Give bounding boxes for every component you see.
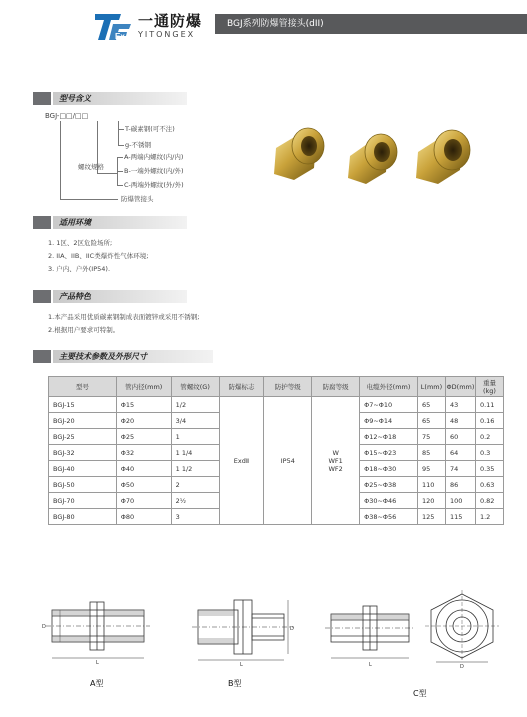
thread-spec-label: 螺纹规格: [78, 163, 104, 171]
table-cell: Φ40: [116, 461, 171, 477]
section-env-title: 适用环境: [59, 218, 91, 227]
dim-d-b: D: [290, 626, 294, 632]
col-header-thread: 管螺纹(G): [171, 377, 219, 397]
table-cell: 95: [418, 461, 446, 477]
section-model-title: 型号含义: [59, 94, 91, 103]
table-cell: 75: [418, 429, 446, 445]
table-cell: Φ7~Φ10: [360, 397, 418, 413]
table-cell: 0.35: [475, 461, 503, 477]
type-b: B-一端外螺纹(内/外): [124, 167, 184, 175]
type-a: A-两端内螺纹(内/内): [124, 153, 184, 161]
spec-header-row: [49, 377, 504, 397]
type-c: C-两端外螺纹(外/外): [124, 181, 184, 189]
table-cell: 2: [171, 477, 219, 493]
table-cell: BGJ-20: [49, 413, 117, 429]
env-item: 3. 户内、户外(IP54).: [48, 265, 111, 273]
col-header-ex-mark: 防爆标志: [219, 377, 264, 397]
brand-en: YITONGEX: [138, 30, 196, 39]
material-t: T-碳素钢(可不注): [125, 125, 175, 133]
section-features-title: 产品特色: [59, 292, 91, 301]
table-cell: Φ30~Φ46: [360, 493, 418, 509]
col-header-weight: 重量 (kg): [475, 377, 503, 397]
table-cell: 74: [445, 461, 475, 477]
table-cell: 2½: [171, 493, 219, 509]
table-cell: 85: [418, 445, 446, 461]
section-model-header: [33, 92, 187, 105]
section-spec-title: 主要技术参数及外形尺寸: [59, 352, 147, 361]
table-cell: 0.82: [475, 493, 503, 509]
table-cell: 3: [171, 509, 219, 525]
product-name: 防爆管接头: [121, 195, 154, 203]
feature-item: 1.本产品采用优质碳素钢制成表面镀锌或采用不锈钢;: [48, 313, 200, 321]
table-cell: Φ25~Φ38: [360, 477, 418, 493]
section-env-header: [33, 216, 187, 229]
col-header-cable-od: 电缆外径(mm): [360, 377, 418, 397]
model-code: BGJ-□□/□□: [45, 112, 89, 120]
anticorrosion-grade: WF2: [328, 464, 343, 473]
dim-d-a: D: [42, 624, 46, 630]
env-item: 2. IIA、IIB、IIC类爆炸性气体环境;: [48, 252, 149, 260]
table-cell: 100: [445, 493, 475, 509]
table-cell: Φ9~Φ14: [360, 413, 418, 429]
dim-l-b: L: [240, 662, 243, 668]
table-cell: BGJ-80: [49, 509, 117, 525]
section-features-header: [33, 290, 187, 303]
table-cell: 125: [418, 509, 446, 525]
col-header-inner-dia: 管内径(mm): [116, 377, 171, 397]
table-cell: 48: [445, 413, 475, 429]
section-spec-header: [33, 350, 213, 363]
table-cell: 0.3: [475, 445, 503, 461]
brand-name: 一通防爆: [138, 12, 203, 30]
dim-d-c: D: [460, 664, 464, 668]
drawing-caption-b: B型: [228, 679, 242, 688]
fitting-photo-c: [416, 130, 470, 184]
col-header-l: L(mm): [418, 377, 446, 397]
col-header-model: 型号: [49, 377, 117, 397]
anticorrosion-cell: [312, 397, 360, 525]
table-cell: BGJ-15: [49, 397, 117, 413]
yitong-logo-icon: [93, 10, 133, 42]
ip-rating-cell: IP54: [264, 397, 312, 525]
table-cell: 1: [171, 429, 219, 445]
table-cell: 115: [445, 509, 475, 525]
col-header-anticorrosion: 防腐等级: [312, 377, 360, 397]
material-g: g-不锈钢: [125, 141, 151, 149]
drawing-caption-a: A型: [90, 679, 104, 688]
table-cell: Φ70: [116, 493, 171, 509]
dim-l-c: L: [369, 662, 372, 668]
env-item: 1. 1区、2区危险场所;: [48, 239, 113, 247]
table-cell: 65: [418, 397, 446, 413]
table-cell: Φ15~Φ23: [360, 445, 418, 461]
table-cell: 1/2: [171, 397, 219, 413]
anticorrosion-grade: WF1: [328, 456, 343, 465]
drawing-type-b: [190, 588, 300, 668]
ex-mark-cell: ExdⅡ: [219, 397, 264, 525]
table-cell: Φ15: [116, 397, 171, 413]
table-cell: 64: [445, 445, 475, 461]
table-cell: Φ20: [116, 413, 171, 429]
table-cell: 43: [445, 397, 475, 413]
table-cell: 1 1/4: [171, 445, 219, 461]
table-cell: 120: [418, 493, 446, 509]
table-cell: 0.16: [475, 413, 503, 429]
dim-l-a: L: [96, 660, 99, 666]
drawing-type-a: [40, 588, 155, 668]
table-cell: 0.11: [475, 397, 503, 413]
table-cell: 65: [418, 413, 446, 429]
table-cell: Φ12~Φ18: [360, 429, 418, 445]
table-cell: 86: [445, 477, 475, 493]
fitting-photo-a: [274, 128, 324, 180]
drawing-caption-c: C型: [413, 689, 427, 698]
table-cell: BGJ-50: [49, 477, 117, 493]
table-cell: 60: [445, 429, 475, 445]
drawing-type-c-side: [325, 590, 415, 670]
table-cell: Φ32: [116, 445, 171, 461]
logo-ex-text: Ex: [115, 32, 125, 41]
table-cell: BGJ-70: [49, 493, 117, 509]
table-cell: Φ38~Φ56: [360, 509, 418, 525]
table-cell: 110: [418, 477, 446, 493]
table-cell: Φ50: [116, 477, 171, 493]
spec-table: [48, 376, 504, 525]
anticorrosion-grade: W: [332, 448, 339, 457]
col-header-ip: 防护等级: [264, 377, 312, 397]
table-cell: Φ25: [116, 429, 171, 445]
table-cell: 1 1/2: [171, 461, 219, 477]
product-photos: [268, 118, 483, 198]
col-header-d: ΦD(mm): [445, 377, 475, 397]
drawing-type-c-end: [425, 590, 500, 668]
fitting-photo-b: [348, 134, 397, 184]
table-cell: 0.63: [475, 477, 503, 493]
table-cell: 3/4: [171, 413, 219, 429]
table-cell: Φ80: [116, 509, 171, 525]
table-cell: BGJ-25: [49, 429, 117, 445]
table-row: [49, 397, 504, 413]
table-cell: 0.2: [475, 429, 503, 445]
table-cell: Φ18~Φ30: [360, 461, 418, 477]
page-title: BGJ系列防爆管接头(dII): [215, 14, 527, 34]
table-cell: BGJ-40: [49, 461, 117, 477]
feature-item: 2.根据用户要求可特制。: [48, 326, 120, 334]
table-cell: BGJ-32: [49, 445, 117, 461]
table-cell: 1.2: [475, 509, 503, 525]
